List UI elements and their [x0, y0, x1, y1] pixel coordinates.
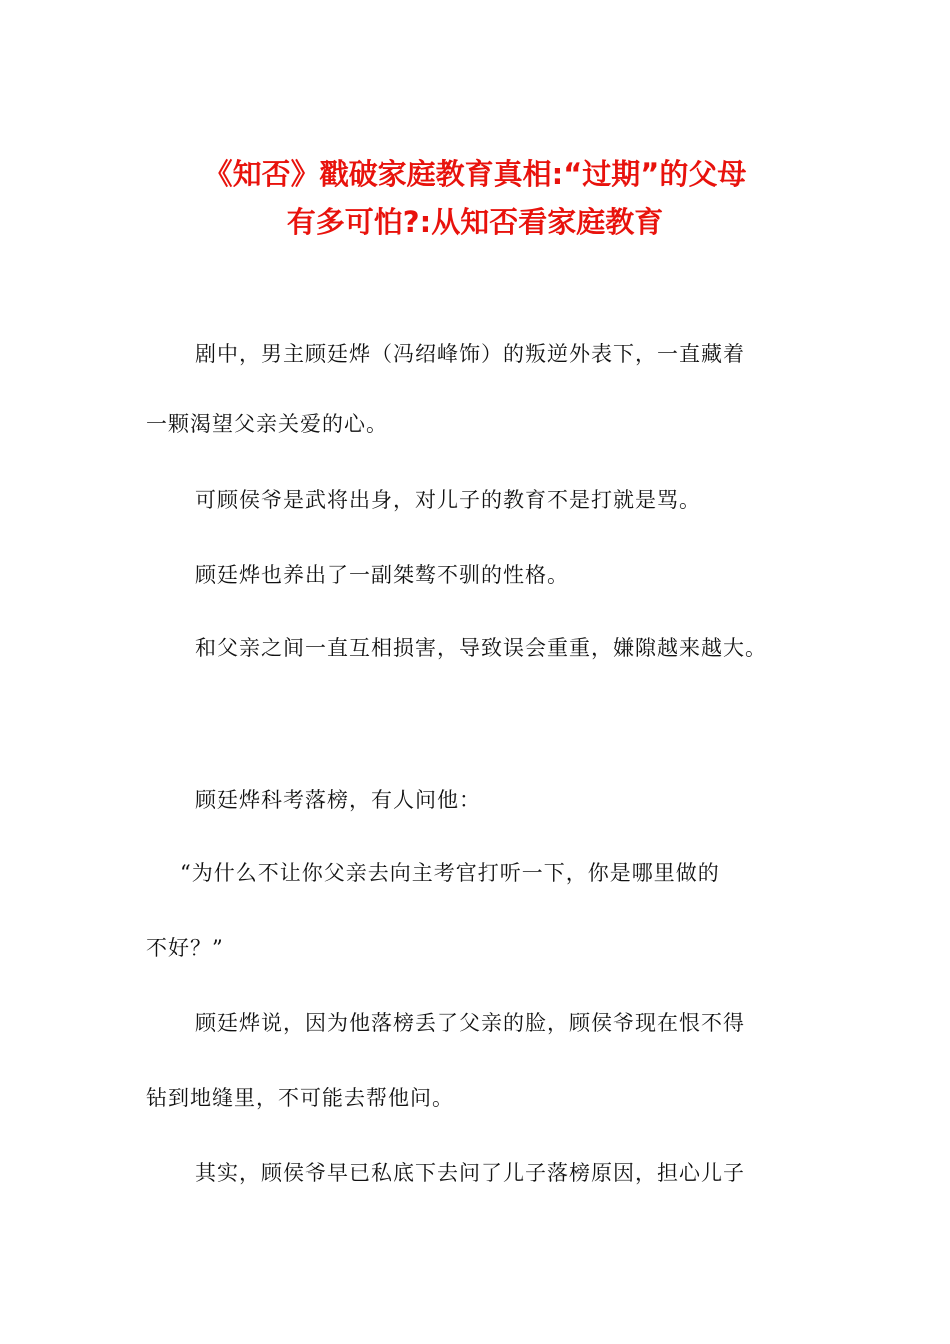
document-title	[0, 150, 950, 246]
title-line-1: 《知否》戳破家庭教育真相:“过期”的父母	[203, 157, 747, 191]
paragraph-line: 其实，顾侯爷早已私底下去问了儿子落榜原因，担心儿子	[195, 1161, 745, 1185]
paragraph-line: 顾廷烨说，因为他落榜丢了父亲的脸，顾侯爷现在恨不得	[195, 1011, 745, 1035]
title-line-2: 有多可怕?:从知否看家庭教育	[286, 205, 664, 239]
paragraph-line: 顾廷烨科考落榜，有人问他：	[195, 788, 481, 812]
paragraph-line: 顾廷烨也养出了一副桀骜不驯的性格。	[195, 563, 569, 587]
paragraph-line: 不好？”	[146, 936, 224, 960]
paragraph-line: 剧中，男主顾廷烨（冯绍峰饰）的叛逆外表下，一直藏着	[195, 342, 745, 366]
paragraph-line: 一颗渴望父亲关爱的心。	[146, 412, 388, 436]
paragraph-line: 钻到地缝里，不可能去帮他问。	[146, 1086, 454, 1110]
paragraph-line: 和父亲之间一直互相损害，导致误会重重，嫌隙越来越大。	[195, 636, 767, 660]
paragraph-line: “为什么不让你父亲去向主考官打听一下，你是哪里做的	[180, 861, 720, 885]
paragraph-line: 可顾侯爷是武将出身，对儿子的教育不是打就是骂。	[195, 488, 701, 512]
